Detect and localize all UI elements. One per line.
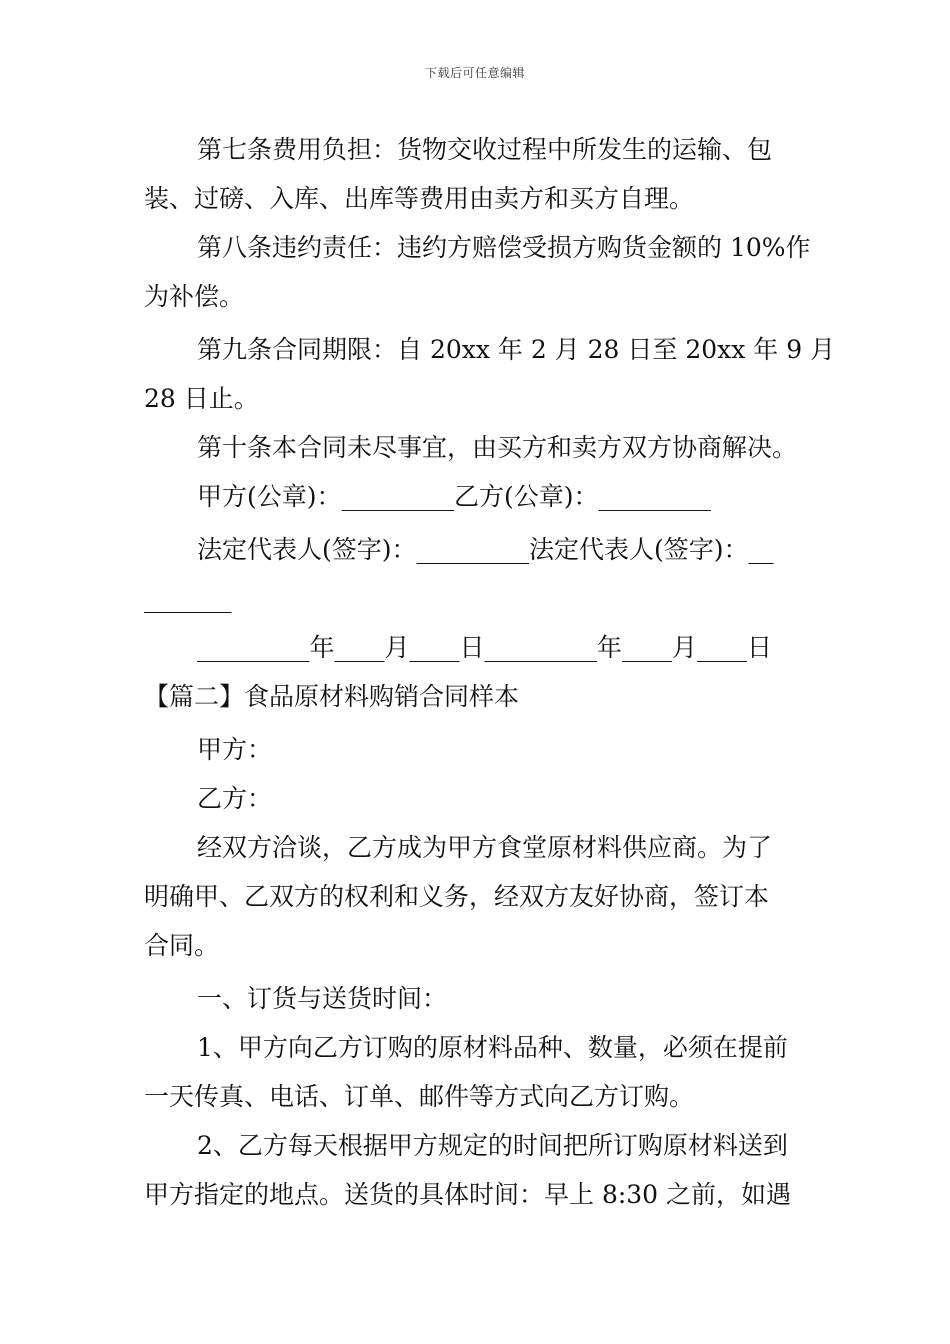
- clause-9-line-2: 28 日止。: [144, 384, 259, 413]
- party-a-line: 甲方：: [197, 735, 273, 764]
- legal-rep-line-1: 法定代表人(签字)：_________法定代表人(签字)：__: [197, 535, 774, 564]
- heading-order-delivery: 一、订货与送货时间：: [197, 984, 448, 1013]
- item-2-line-2: 甲方指定的地点。送货的具体时间：早上 8:30 之前，如遇: [144, 1180, 792, 1209]
- clause-10-line: 第十条本合同未尽事宜，由买方和卖方双方协商解决。: [197, 433, 798, 462]
- page-header: 下载后可任意编辑: [424, 66, 525, 80]
- intro-line-1: 经双方洽谈，乙方成为甲方食堂原材料供应商。为了: [197, 833, 773, 862]
- section-title: 【篇二】食品原材料购销合同样本: [144, 682, 520, 711]
- intro-line-2: 明确甲、乙双方的权利和义务，经双方友好协商，签订本: [144, 882, 770, 911]
- party-seal-line: 甲方(公章)：_________乙方(公章)：_________: [197, 482, 712, 511]
- clause-8-line-2: 为补偿。: [144, 282, 245, 311]
- legal-rep-line-2: _______: [144, 584, 232, 613]
- clause-7-line-2: 装、过磅、入库、出库等费用由卖方和买方自理。: [144, 184, 695, 213]
- intro-line-3: 合同。: [144, 931, 220, 960]
- item-2-line-1: 2、乙方每天根据甲方规定的时间把所订购原材料送到: [197, 1131, 788, 1160]
- clause-8-line-1: 第八条违约责任：违约方赔偿受损方购货金额的 10%作: [197, 233, 811, 262]
- party-b-line: 乙方：: [197, 784, 273, 813]
- clause-9-line-1: 第九条合同期限：自 20xx 年 2 月 28 日至 20xx 年 9 月: [197, 335, 836, 364]
- item-1-line-2: 一天传真、电话、订单、邮件等方式向乙方订购。: [144, 1082, 695, 1111]
- clause-7-line-1: 第七条费用负担：货物交收过程中所发生的运输、包: [197, 135, 773, 164]
- date-line: _________年____月____日_________年____月____日: [197, 633, 773, 662]
- item-1-line-1: 1、甲方向乙方订购的原材料品种、数量，必须在提前: [197, 1033, 788, 1062]
